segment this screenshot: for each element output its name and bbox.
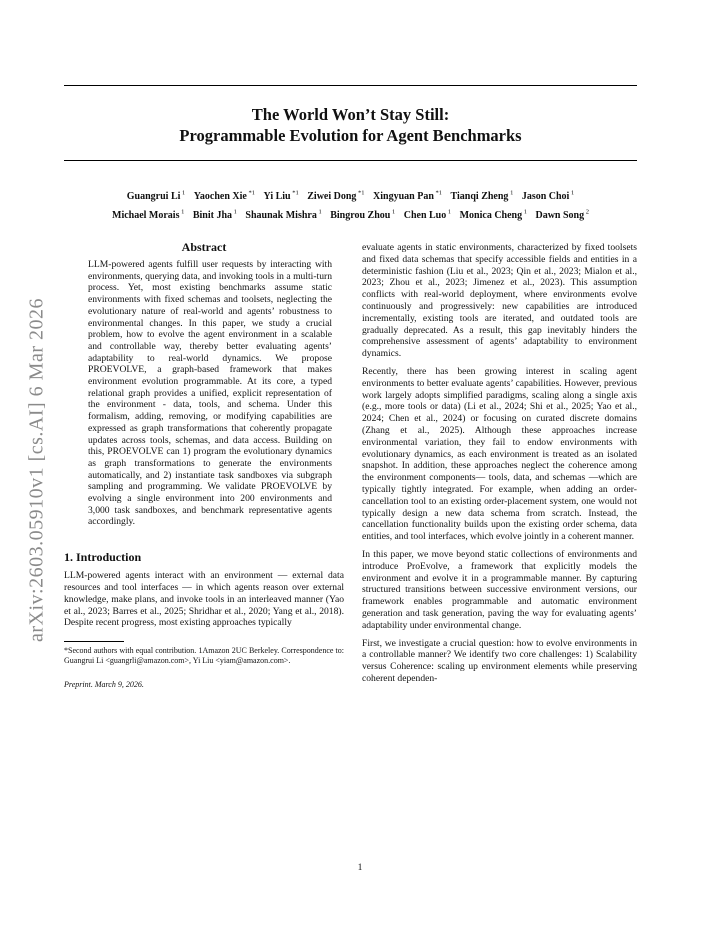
author-affiliation-mark: 1 bbox=[179, 208, 185, 216]
author-name: Shaunak Mishra $^1$ bbox=[245, 208, 322, 221]
author-affiliation-mark: *1 bbox=[246, 190, 255, 197]
author-name: Jason Choi $^1$ bbox=[521, 190, 575, 203]
author-affiliation-mark: *1 bbox=[433, 190, 443, 197]
introduction-heading: 1. Introduction bbox=[64, 550, 142, 565]
author-affiliation-mark: 1 bbox=[446, 208, 452, 216]
author-name: Binit Jha $^1$ bbox=[192, 208, 237, 221]
arxiv-identifier: arXiv:2603.05910v1 [cs.AI] 6 Mar 2026 bbox=[25, 298, 48, 642]
title-line-2: Programmable Evolution for Agent Benchmarks bbox=[179, 126, 522, 145]
right-paragraph-1: evaluate agents in static environments, characterized by fixed toolsets and fixed data schemas that specify accessible fields and entities in a deterministic fashion (Liu et al., 2023; Qin et al., 2023; Mialon et al., 2023; Zhou et al., 2023; Jimenez et al., 2023). This assumption conflicts with real-world deployment, where environments evolve continuously and progressively: new capabilities are introduced incrementally, existing tools are iterated, and outdated tools are gradually deprecated. As a result, this gap inevitably hinders the comprehensive assessment of agents’ adaptability to environment dynamics. bbox=[362, 242, 637, 360]
author-affiliation-mark: 1 bbox=[508, 190, 514, 197]
author-affiliation-mark: 1 bbox=[180, 190, 186, 197]
author-name: Xingyuan Pan $^{*1}$ bbox=[373, 190, 443, 203]
author-name: Yi Liu $^{*1}$ bbox=[263, 190, 299, 203]
left-column bbox=[64, 240, 344, 690]
page-number: 1 bbox=[357, 862, 363, 873]
author-name: Tianqi Zheng $^1$ bbox=[450, 190, 514, 203]
right-paragraph-3: In this paper, we move beyond static collections of environments and introduce ProEvolve, a framework that explicitly models the environment and evolve it in a programmable manner. By capturing structured transitions between successive environment versions, our framework enables programmable and automatic environment generation and task generation, paving the way for evaluating agents’ adaptability under environmental change. bbox=[362, 548, 637, 631]
right-paragraph-4: First, we investigate a crucial question: how to evolve environments in a controllable manner? We identify two core challenges: 1) Scalability versus Coherence: scaling up environment elements while preserving coherent dependen- bbox=[362, 637, 637, 684]
author-line-2 bbox=[64, 204, 637, 222]
author-affiliation-mark: 1 bbox=[232, 208, 237, 216]
author-name: Yaochen Xie $^{*1}$ bbox=[193, 190, 255, 203]
abstract-text: LLM-powered agents fulfill user requests by interacting with environments, querying data, and invoking tools in a multi-turn process. Yet, most existing benchmarks assume static environments with fixed schemas and toolsets, neglecting the evolutionary nature of real-world and agents’ robustness to environmental changes. In this paper, we study a crucial problem, how to evolve the agent environment in a scalable and controllable way, thereby better evaluating agents’ adaptability to real-world dynamics. We propose PROEVOLVE, a graph-based framework that makes environment evolution programmable. At its core, a typed relational graph provides a unified, explicit representation of the environment - data, tools, and schema. Under this formalism, adding, removing, or modifying capabilities are expressed as graph transformations that coherently propagate updates across tools, schemas, and data access. Building on this, PROEVOLVE can 1) program the evolutionary dynamics as graph transformations to generate the environments automatically, and 2) instantiate task sandboxes via subgraph sampling and programming. We validate PROEVOLVE by evolving a single environment into 200 environments and 3,000 task sandboxes, and benchmark representative agents accordingly. bbox=[88, 259, 332, 528]
arxiv-sidebar bbox=[18, 270, 56, 670]
author-list bbox=[64, 186, 637, 223]
title-bottom-rule bbox=[64, 160, 637, 161]
right-column bbox=[362, 242, 637, 691]
abstract-heading: Abstract bbox=[181, 240, 227, 254]
author-name: Monica Cheng $^1$ bbox=[459, 208, 527, 221]
author-affiliation-mark: 2 bbox=[584, 208, 589, 216]
title-line-1: The World Won’t Stay Still: bbox=[251, 105, 450, 124]
preprint-note: Preprint. March 9, 2026. bbox=[64, 679, 144, 689]
author-affiliation-mark: *1 bbox=[290, 190, 299, 197]
author-affiliation-mark: 1 bbox=[522, 208, 527, 216]
footnote: *Second authors with equal contribution. 1Amazon 2UC Berkeley. Correspondence to: Guangrui Li <guangrli@amazon.com>, Yi Liu <yiam@amazon.com>. bbox=[64, 646, 344, 665]
introduction-paragraph: LLM-powered agents interact with an environment — external data resources and tool interfaces — in which agents reason over external knowledge, make plans, and invoke tools in an interleaved manner (Yao et al., 2023; Barres et al., 2025; Shridhar et al., 2020; Yang et al., 2018). Despite recent progress, most existing approaches typically bbox=[64, 570, 344, 629]
right-paragraph-2: Recently, there has been growing interest in scaling agent environments to better evaluate agents’ capabilities. However, previous work largely adopts simplified paradigms, scaling along a single axis (e.g., more tools or data) (Li et al., 2024; Shi et al., 2025; Yao et al., 2024; Chen et al., 2024) or focusing on curated discrete domains (Zhang et al., 2025). Although these approaches increase environmental variation, they fail to endow environments with evolutionary dynamics, as each environment is treated as an isolated snapshot. In addition, these approaches neglect the coherence among the environment components— tools, data, and schemas —which are typically tightly integrated. For example, when adding an order-cancellation tool to an existing order-placement system, one would not typically design a new data schema from scratch. Instead, the cancellation functionality builds upon the existing order schema, data entities, and tool interfaces, which evolve jointly in a coherent manner. bbox=[362, 365, 637, 543]
author-name: Dawn Song $^2$ bbox=[535, 208, 589, 221]
author-line-1 bbox=[64, 186, 637, 204]
author-name: Michael Morais $^1$ bbox=[112, 208, 185, 221]
author-name: Chen Luo $^1$ bbox=[403, 208, 452, 221]
author-name: Guangrui Li $^1$ bbox=[126, 190, 186, 203]
author-name: Ziwei Dong $^{*1}$ bbox=[307, 190, 365, 203]
footnote-rule bbox=[64, 641, 124, 642]
author-affiliation-mark: *1 bbox=[356, 190, 365, 197]
author-affiliation-mark: 1 bbox=[316, 208, 322, 216]
top-rule bbox=[64, 85, 637, 86]
author-affiliation-mark: 1 bbox=[569, 190, 575, 197]
author-affiliation-mark: 1 bbox=[390, 208, 396, 216]
author-name: Bingrou Zhou $^1$ bbox=[330, 208, 396, 221]
paper-title bbox=[64, 104, 637, 146]
